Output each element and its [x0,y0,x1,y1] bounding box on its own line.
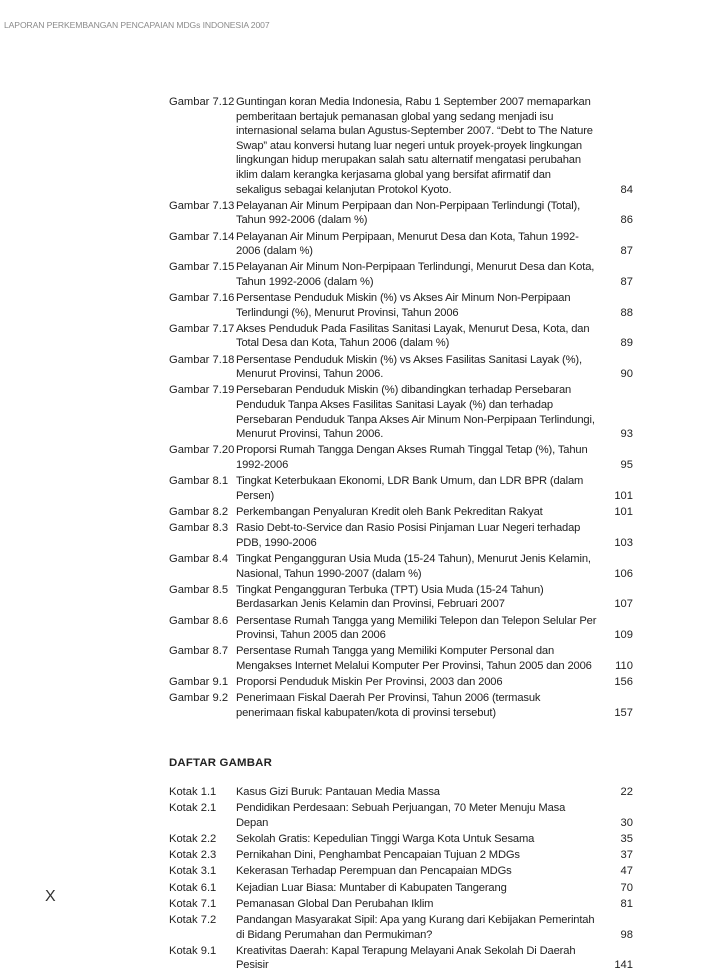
entry-number: Gambar 7.17 [169,322,235,335]
entry-page: 81 [620,897,633,910]
box-entry [169,848,633,863]
entry-page: 107 [614,598,633,611]
figure-entry [169,95,633,197]
entry-title: Proporsi Penduduk Miskin Per Provinsi, 2003 dan 2006 [236,676,503,689]
entry-page: 37 [620,849,633,862]
entry-title: Persentase Penduduk Miskin (%) vs Akses Air Minum Non-Perpipaan Terlindungi (%), Menurut Provinsi, Tahun 2006 [236,292,571,319]
figure-entry [169,291,633,320]
entry-page: 90 [620,368,633,381]
entry-number: Gambar 8.4 [169,552,229,565]
box-entry [169,913,633,942]
entry-page: 93 [620,428,633,441]
entry-title: Kekerasan Terhadap Perempuan dan Pencapaian MDGs [236,865,512,878]
section-heading: DAFTAR GAMBAR [169,757,272,770]
entry-number: Kotak 9.1 [169,944,217,957]
entry-number: Kotak 6.1 [169,881,217,894]
entry-title: Tingkat Keterbukaan Ekonomi, LDR Bank Umum, dan LDR BPR (dalam Persen) [236,475,584,502]
entry-title: Kasus Gizi Buruk: Pantauan Media Massa [236,786,440,799]
entry-page: 88 [620,306,633,319]
entry-page: 87 [620,245,633,258]
box-entry [169,785,633,800]
entry-number: Kotak 1.1 [169,786,217,799]
entry-page: 35 [620,833,633,845]
entry-title: Persentase Rumah Tangga yang Memiliki Komputer Personal dan Mengakses Internet Melalui Komputer Per Provinsi, Tahun 2005 dan 2006 [236,645,592,672]
entry-title: Tingkat Pengangguran Usia Muda (15-24 Tahun), Menurut Jenis Kelamin, Nasional, Tahun 1990-2007 (dalam %) [236,552,591,580]
entry-page: 70 [620,881,633,894]
entry-number: Kotak 7.2 [169,913,217,926]
entry-number: Gambar 7.20 [169,444,235,457]
entry-title: Akses Penduduk Pada Fasilitas Sanitasi Layak, Menurut Desa, Kota, dan Total Desa dan Kota, Tahun 2006 (dalam %) [236,322,590,350]
entry-page: 141 [614,959,633,972]
figure-entry [169,675,633,690]
figure-entry [169,614,633,643]
entry-title: Perkembangan Penyaluran Kredit oleh Bank Pekreditan Rakyat [236,505,543,518]
entry-number: Gambar 7.16 [169,292,235,305]
figure-entry [169,521,633,550]
entry-title: Pelayanan Air Minum Perpipaan, Menurut Desa dan Kota, Tahun 1992-2006 (dalam %) [236,230,579,258]
entry-number: Kotak 2.1 [169,802,217,815]
entry-page: 110 [615,659,633,672]
box-list [169,785,633,973]
entry-title: Persebaran Penduduk Miskin (%) dibandingkan terhadap Persebaran Penduduk Tanpa Akses Fasilitas Sanitasi Layak (%) dan terhadap Persebaran Penduduk Tanpa Akses Air Minum Non-Perpipaan Terlindungi, Menurut Provinsi, Tahun 2006. [236,384,595,441]
figure-entry [169,353,633,382]
entry-number: Gambar 7.12 [169,96,235,108]
entry-page: 157 [614,706,633,719]
box-entry [169,897,633,912]
figure-entry [169,383,633,441]
entry-page: 106 [614,567,633,580]
entry-number: Kotak 7.1 [169,897,217,910]
figure-entry [169,644,633,673]
entry-number: Gambar 8.5 [169,583,229,596]
figure-entry [169,583,633,612]
table-of-contents [169,95,633,975]
entry-page: 84 [620,183,633,196]
entry-number: Gambar 7.15 [169,261,235,274]
entry-title: Guntingan koran Media Indonesia, Rabu 1 September 2007 memaparkan pemberitaan bertajuk pemanasan global yang sedang menjadi isu internasional selama bulan Agustus-September 2007. “Debt to The Nature Swap” atau konversi hutang luar negeri untuk proyek-proyek lingkungan lingkungan hidup merupakan salah satu alternatif mengatasi perubahan iklim dalam kerangka kerjasama global yang bersifat afirmatif dan sekaligus sebagai kelanjutan Protokol Kyoto. [236,96,593,196]
entry-page: 156 [614,676,633,689]
entry-number: Gambar 7.19 [169,384,235,397]
figure-list [169,95,633,720]
page-number: X [45,888,56,905]
entry-number: Gambar 8.7 [169,645,229,658]
figure-entry [169,260,633,289]
entry-page: 47 [620,865,633,878]
entry-title: Pemanasan Global Dan Perubahan Iklim [236,897,434,910]
entry-page: 30 [620,816,633,829]
entry-title: Kreativitas Daerah: Kapal Terapung Melayani Anak Sekolah Di Daerah Pesisir [236,944,576,972]
entry-page: 101 [614,505,633,518]
figure-entry [169,322,633,351]
entry-number: Gambar 8.1 [169,475,229,488]
entry-number: Gambar 7.13 [169,199,235,212]
entry-page: 101 [614,489,633,502]
entry-page: 103 [614,536,633,549]
box-entry [169,832,633,847]
entry-title: Rasio Debt-to-Service dan Rasio Posisi Pinjaman Luar Negeri terhadap PDB, 1990-2006 [236,522,581,549]
figure-entry [169,552,633,581]
entry-title: Proporsi Rumah Tangga Dengan Akses Rumah Tinggal Tetap (%), Tahun 1992-2006 [236,444,588,471]
figure-entry [169,474,633,503]
box-entry [169,881,633,896]
entry-number: Kotak 2.3 [169,849,217,862]
box-entry [169,864,633,879]
entry-number: Gambar 7.18 [169,353,235,366]
entry-title: Tingkat Pengangguran Terbuka (TPT) Usia Muda (15-24 Tahun) Berdasarkan Jenis Kelamin dan Provinsi, Februari 2007 [236,583,544,611]
entry-number: Gambar 8.2 [169,505,229,518]
figure-entry [169,230,633,259]
entry-page: 22 [620,786,633,799]
running-header: LAPORAN PERKEMBANGAN PENCAPAIAN MDGs INDONESIA 2007 [4,20,270,30]
box-entry [169,801,633,830]
entry-number: Gambar 9.2 [169,692,229,705]
figure-entry [169,505,633,520]
entry-title: Persentase Rumah Tangga yang Memiliki Telepon dan Telepon Selular Per Provinsi, Tahun 2005 dan 2006 [236,614,597,642]
entry-title: Sekolah Gratis: Kepedulian Tinggi Warga Kota Untuk Sesama [236,833,535,845]
entry-page: 95 [620,459,633,471]
entry-title: Pandangan Masyarakat Sipil: Apa yang Kurang dari Kebijakan Pemerintah di Bidang Perumahan dan Permukiman? [236,913,595,941]
entry-number: Kotak 3.1 [169,865,217,878]
entry-title: Persentase Penduduk Miskin (%) vs Akses Fasilitas Sanitasi Layak (%), Menurut Provinsi, Tahun 2006. [236,353,582,381]
figure-entry [169,199,633,228]
entry-title: Pelayanan Air Minum Non-Perpipaan Terlindungi, Menurut Desa dan Kota, Tahun 1992-2006 (dalam %) [236,261,595,288]
entry-title: Penerimaan Fiskal Daerah Per Provinsi, Tahun 2006 (termasuk penerimaan fiskal kabupaten/kota di provinsi tersebut) [236,692,541,719]
entry-page: 87 [620,275,633,288]
entry-title: Kejadian Luar Biasa: Muntaber di Kabupaten Tangerang [236,881,507,894]
entry-page: 109 [614,629,633,642]
box-entry [169,944,633,973]
entry-number: Gambar 8.3 [169,522,229,535]
figure-entry [169,691,633,720]
entry-page: 98 [620,928,633,941]
entry-page: 89 [620,337,633,350]
entry-number: Gambar 8.6 [169,614,229,627]
entry-title: Pelayanan Air Minum Perpipaan dan Non-Perpipaan Terlindungi (Total), Tahun 992-2006 (dalam %) [236,199,581,227]
entry-number: Gambar 9.1 [169,676,229,689]
entry-number: Kotak 2.2 [169,833,217,845]
entry-title: Pendidikan Perdesaan: Sebuah Perjuangan, 70 Meter Menuju Masa Depan [236,802,566,829]
entry-page: 86 [620,214,633,227]
entry-title: Pernikahan Dini, Penghambat Pencapaian Tujuan 2 MDGs [236,849,520,862]
figure-entry [169,443,633,472]
entry-number: Gambar 7.14 [169,230,235,243]
